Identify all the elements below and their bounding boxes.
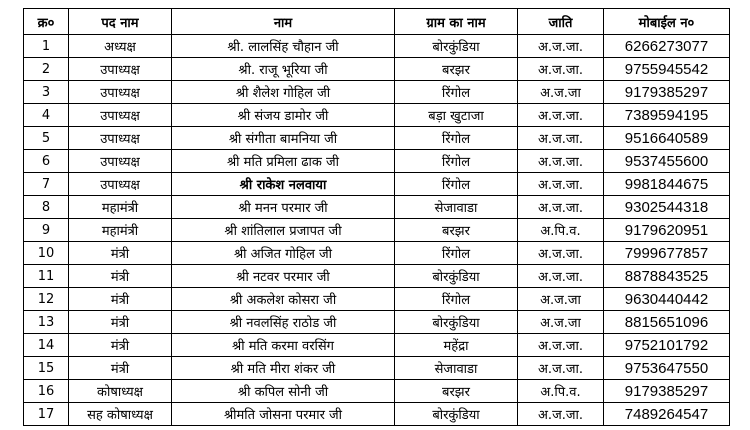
cell-mobile-number: 7389594195 — [604, 104, 730, 127]
cell-name: श्री अजित गोहिल जी — [172, 242, 395, 265]
cell-post-name: मंत्री — [69, 288, 172, 311]
cell-post-name: उपाध्यक्ष — [69, 58, 172, 81]
cell-serial-number: 9 — [24, 219, 69, 242]
cell-village-name: सेजावाडा — [395, 357, 518, 380]
cell-mobile-number: 7489264547 — [604, 403, 730, 426]
cell-mobile-number: 9179385297 — [604, 380, 730, 403]
header-mobile-number: मोबाईल न० — [604, 9, 730, 35]
cell-post-name: मंत्री — [69, 265, 172, 288]
cell-name: श्री संजय डामोर जी — [172, 104, 395, 127]
cell-village-name: सेजावाडा — [395, 196, 518, 219]
cell-village-name: रिंगोल — [395, 288, 518, 311]
cell-serial-number: 7 — [24, 173, 69, 196]
cell-name: श्री शैलेश गोहिल जी — [172, 81, 395, 104]
cell-name: श्री मति प्रमिला ढाक जी — [172, 150, 395, 173]
table-row — [24, 104, 730, 127]
cell-name: श्री मनन परमार जी — [172, 196, 395, 219]
cell-serial-number: 12 — [24, 288, 69, 311]
cell-post-name: मंत्री — [69, 334, 172, 357]
cell-village-name: रिंगोल — [395, 127, 518, 150]
cell-post-name: मंत्री — [69, 242, 172, 265]
table-row — [24, 357, 730, 380]
cell-serial-number: 17 — [24, 403, 69, 426]
table-row — [24, 58, 730, 81]
cell-caste: अ.ज.जा. — [518, 35, 604, 58]
cell-name: श्री मति करमा वरसिंग — [172, 334, 395, 357]
cell-post-name: कोषाध्यक्ष — [69, 380, 172, 403]
cell-caste: अ.ज.जा. — [518, 357, 604, 380]
cell-name: श्री अकलेश कोसरा जी — [172, 288, 395, 311]
cell-post-name: उपाध्यक्ष — [69, 127, 172, 150]
cell-caste: अ.ज.जा. — [518, 58, 604, 81]
cell-serial-number: 1 — [24, 35, 69, 58]
cell-mobile-number: 9516640589 — [604, 127, 730, 150]
cell-mobile-number: 8878843525 — [604, 265, 730, 288]
cell-serial-number: 14 — [24, 334, 69, 357]
cell-caste: अ.पि.व. — [518, 219, 604, 242]
cell-village-name: महेंद्रा — [395, 334, 518, 357]
cell-village-name: रिंगोल — [395, 242, 518, 265]
header-caste: जाति — [518, 9, 604, 35]
cell-name: श्री शांतिलाल प्रजापत जी — [172, 219, 395, 242]
table-row — [24, 380, 730, 403]
cell-serial-number: 3 — [24, 81, 69, 104]
cell-post-name: उपाध्यक्ष — [69, 150, 172, 173]
cell-village-name: रिंगोल — [395, 150, 518, 173]
header-serial-number: क्र० — [24, 9, 69, 35]
header-post-name: पद नाम — [69, 9, 172, 35]
cell-mobile-number: 9752101792 — [604, 334, 730, 357]
table-row — [24, 150, 730, 173]
cell-caste: अ.ज.जा — [518, 311, 604, 334]
cell-post-name: मंत्री — [69, 311, 172, 334]
cell-serial-number: 16 — [24, 380, 69, 403]
table-row — [24, 35, 730, 58]
cell-post-name: उपाध्यक्ष — [69, 81, 172, 104]
cell-name: श्री कपिल सोनी जी — [172, 380, 395, 403]
cell-serial-number: 11 — [24, 265, 69, 288]
cell-village-name: बोरकुंडिया — [395, 403, 518, 426]
cell-mobile-number: 6266273077 — [604, 35, 730, 58]
table-row — [24, 265, 730, 288]
cell-mobile-number: 9302544318 — [604, 196, 730, 219]
table-row — [24, 288, 730, 311]
cell-village-name: बोरकुंडिया — [395, 35, 518, 58]
cell-caste: अ.ज.जा. — [518, 150, 604, 173]
cell-post-name: उपाध्यक्ष — [69, 104, 172, 127]
cell-village-name: बड़ा खुटाजा — [395, 104, 518, 127]
cell-serial-number: 2 — [24, 58, 69, 81]
cell-serial-number: 5 — [24, 127, 69, 150]
cell-caste: अ.ज.जा. — [518, 196, 604, 219]
cell-name: श्री. लालसिंह चौहान जी — [172, 35, 395, 58]
header-name: नाम — [172, 9, 395, 35]
table-row — [24, 173, 730, 196]
cell-caste: अ.ज.जा. — [518, 242, 604, 265]
cell-name: श्री मति मीरा शंकर जी — [172, 357, 395, 380]
cell-post-name: महामंत्री — [69, 196, 172, 219]
cell-serial-number: 15 — [24, 357, 69, 380]
cell-mobile-number: 9630440442 — [604, 288, 730, 311]
table-row — [24, 311, 730, 334]
cell-village-name: बरझर — [395, 58, 518, 81]
table-row — [24, 81, 730, 104]
cell-caste: अ.ज.जा. — [518, 403, 604, 426]
cell-mobile-number: 9755945542 — [604, 58, 730, 81]
table-body — [24, 35, 730, 426]
cell-village-name: बरझर — [395, 380, 518, 403]
cell-post-name: सह कोषाध्यक्ष — [69, 403, 172, 426]
cell-post-name: अध्यक्ष — [69, 35, 172, 58]
cell-mobile-number: 7999677857 — [604, 242, 730, 265]
cell-caste: अ.ज.जा. — [518, 127, 604, 150]
cell-post-name: उपाध्यक्ष — [69, 173, 172, 196]
table-row — [24, 242, 730, 265]
cell-mobile-number: 9981844675 — [604, 173, 730, 196]
cell-name: श्री नवलसिंह राठोड जी — [172, 311, 395, 334]
cell-mobile-number: 9179385297 — [604, 81, 730, 104]
cell-serial-number: 6 — [24, 150, 69, 173]
header-row — [24, 9, 730, 35]
cell-serial-number: 4 — [24, 104, 69, 127]
cell-mobile-number: 9537455600 — [604, 150, 730, 173]
cell-name: श्रीमति जोसना परमार जी — [172, 403, 395, 426]
cell-caste: अ.ज.जा. — [518, 334, 604, 357]
cell-name: श्री संगीता बामनिया जी — [172, 127, 395, 150]
cell-village-name: बोरकुंडिया — [395, 311, 518, 334]
cell-name: श्री राकेश नलवाया — [172, 173, 395, 196]
table-row — [24, 127, 730, 150]
table-row — [24, 403, 730, 426]
cell-serial-number: 10 — [24, 242, 69, 265]
cell-post-name: महामंत्री — [69, 219, 172, 242]
cell-name: श्री नटवर परमार जी — [172, 265, 395, 288]
cell-village-name: रिंगोल — [395, 173, 518, 196]
cell-mobile-number: 9753647550 — [604, 357, 730, 380]
table-row — [24, 219, 730, 242]
table-row — [24, 196, 730, 219]
cell-post-name: मंत्री — [69, 357, 172, 380]
cell-caste: अ.ज.जा — [518, 81, 604, 104]
cell-village-name: बरझर — [395, 219, 518, 242]
table-row — [24, 334, 730, 357]
cell-caste: अ.पि.व. — [518, 380, 604, 403]
cell-village-name: रिंगोल — [395, 81, 518, 104]
cell-village-name: बोरकुंडिया — [395, 265, 518, 288]
cell-mobile-number: 9179620951 — [604, 219, 730, 242]
cell-serial-number: 13 — [24, 311, 69, 334]
cell-serial-number: 8 — [24, 196, 69, 219]
cell-caste: अ.ज.जा. — [518, 265, 604, 288]
cell-name: श्री. राजू भूरिया जी — [172, 58, 395, 81]
cell-caste: अ.ज.जा. — [518, 173, 604, 196]
cell-caste: अ.ज.जा — [518, 288, 604, 311]
cell-caste: अ.ज.जा. — [518, 104, 604, 127]
cell-mobile-number: 8815651096 — [604, 311, 730, 334]
office-bearers-table — [23, 8, 730, 426]
header-village-name: ग्राम का नाम — [395, 9, 518, 35]
